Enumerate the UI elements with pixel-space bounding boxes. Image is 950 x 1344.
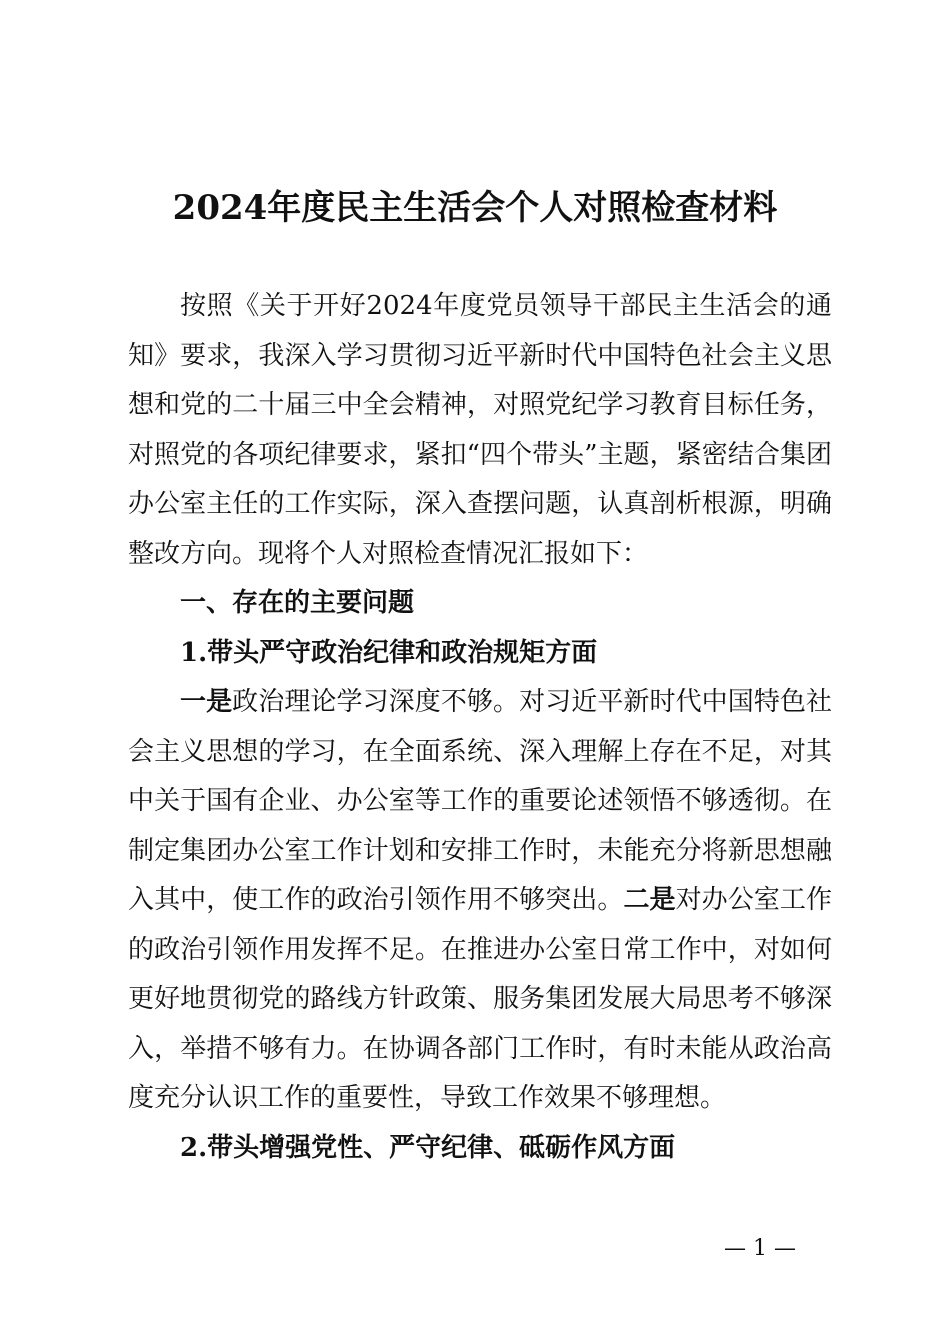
- point-lead-one: 一是: [180, 687, 233, 717]
- document-title: 2024年度民主生活会个人对照检查材料: [172, 188, 778, 228]
- intro-paragraph: 按照《关于开好2024年度党员领导干部民主生活会的通知》要求，我深入学习贯彻习近平新时代中国特色社会主义思想和党的二十届三中全会精神，对照党纪学习教育目标任务，对照党的各项纪律要求，紧扣“四个带头”主题，紧密结合集团办公室主任的工作实际，深入查摆问题，认真剖析根源，明确整改方向。现将个人对照检查情况汇报如下：: [128, 291, 832, 569]
- document-body: [128, 282, 832, 1173]
- problem-paragraph: [128, 678, 832, 1124]
- subsection-heading-party-spirit: 2.带头增强党性、严守纪律、砥砺作风方面: [180, 1132, 676, 1163]
- point-text-two: 对办公室工作的政治引领作用发挥不足。在推进办公室日常工作中，对如何更好地贯彻党的路线方针政策、服务集团发展大局思考不够深入，举措不够有力。在协调各部门工作时，有时未能从政治高度充分认识工作的重要性，导致工作效果不够理想。: [128, 885, 832, 1113]
- point-lead-two: 二是: [623, 885, 676, 915]
- point-text-one: 政治理论学习深度不够。对习近平新时代中国特色社会主义思想的学习，在全面系统、深入理解上存在不足，对其中关于国有企业、办公室等工作的重要论述领悟不够透彻。在制定集团办公室工作计划和安排工作时，未能充分将新思想融入其中，使工作的政治引领作用不够突出。: [128, 687, 832, 915]
- section-heading-problems: 一、存在的主要问题: [180, 588, 415, 618]
- subsection-heading-political-discipline: 1.带头严守政治纪律和政治规矩方面: [180, 637, 598, 668]
- page-number: — 1 —: [724, 1236, 796, 1261]
